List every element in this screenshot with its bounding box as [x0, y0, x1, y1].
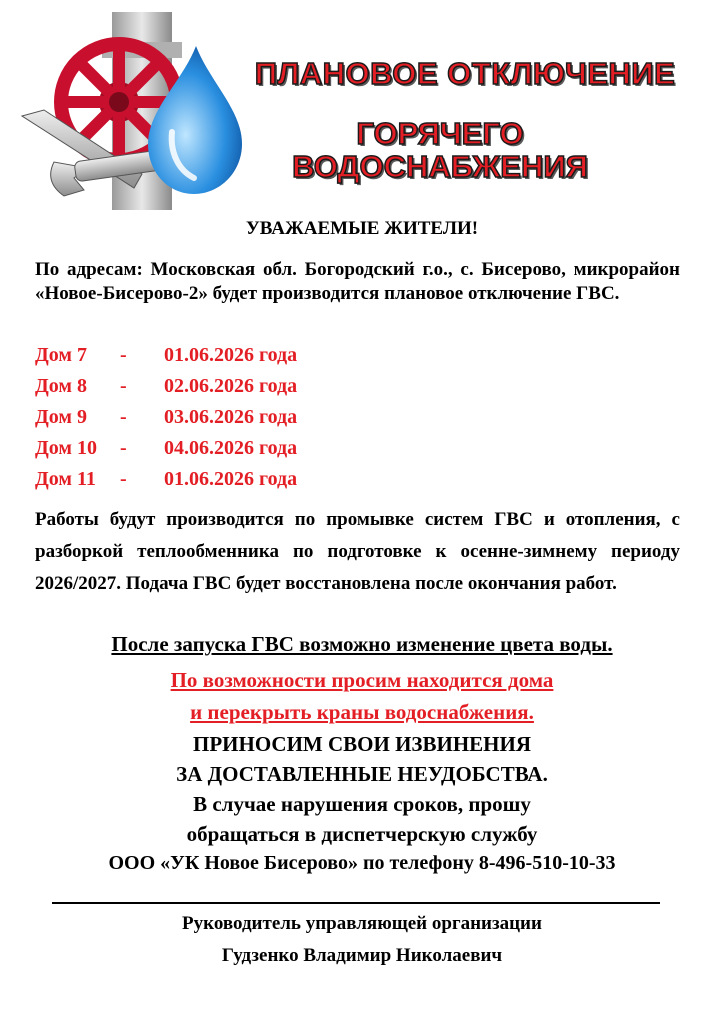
house-schedule-item — [35, 371, 297, 402]
house-schedule-item — [35, 340, 297, 371]
signature-name: Гудзенко Владимир Николаевич — [221, 945, 503, 966]
house-separator: - — [120, 344, 127, 366]
header-banner — [0, 0, 724, 212]
phone-line: ООО «УК Новое Бисерово» по телефону 8-496-510-10-33 — [108, 852, 616, 874]
greeting: УВАЖАЕМЫЕ ЖИТЕЛИ! — [245, 218, 479, 239]
house-separator: - — [120, 468, 127, 490]
house-date: 01.06.2026 года — [164, 468, 298, 490]
signature-divider — [52, 902, 660, 904]
house-schedule-item — [35, 402, 297, 433]
house-separator: - — [120, 406, 127, 428]
plumbing-illustration — [14, 12, 254, 210]
house-separator: - — [120, 375, 127, 397]
house-name: Дом 11 — [35, 468, 96, 490]
house-schedule-list — [35, 340, 297, 495]
house-schedule-item — [35, 433, 297, 464]
request-line-2: и перекрыть краны водоснабжения. — [190, 700, 534, 724]
apology-line-1: ПРИНОСИМ СВОИ ИЗВИНЕНИЯ — [192, 732, 532, 756]
signature-title: Руководитель управляющей организации — [182, 913, 542, 934]
contact-line-1: В случае нарушения сроков, прошу — [193, 792, 531, 816]
house-date: 04.06.2026 года — [164, 437, 298, 459]
house-separator: - — [120, 437, 127, 459]
house-name: Дом 9 — [35, 406, 88, 428]
request-line-1: По возможности просим находится дома — [170, 668, 554, 692]
house-date: 01.06.2026 года — [164, 344, 298, 366]
house-name: Дом 7 — [35, 344, 88, 366]
banner-title-line-2: ГОРЯЧЕГО — [356, 116, 524, 151]
house-name: Дом 8 — [35, 375, 88, 397]
house-date: 02.06.2026 года — [164, 375, 298, 397]
house-name: Дом 10 — [35, 437, 98, 459]
water-color-warning: После запуска ГВС возможно изменение цвета воды. — [111, 632, 613, 656]
intro-paragraph: По адресам: Московская обл. Богородский г.о., с. Бисерово, микрорайон «Новое-Бисерово-2» будет производится плановое отключение ГВС. — [35, 259, 680, 304]
house-schedule-item — [35, 464, 297, 495]
contact-line-2: обращаться в диспетчерскую службу — [186, 822, 538, 846]
banner-title-line-3: ВОДОСНАБЖЕНИЯ — [292, 149, 588, 184]
works-paragraph: Работы будут производится по промывке систем ГВС и отопления, с разборкой теплообменника по подготовке к осенне-зимнему периоду 2026/2027. Подача ГВС будет восстановлена после окончания работ. — [35, 509, 680, 594]
banner-title-line-1: ПЛАНОВОЕ ОТКЛЮЧЕНИЕ — [254, 56, 676, 91]
apology-line-2: ЗА ДОСТАВЛЕННЫЕ НЕУДОБСТВА. — [176, 762, 548, 786]
house-date: 03.06.2026 года — [164, 406, 298, 428]
